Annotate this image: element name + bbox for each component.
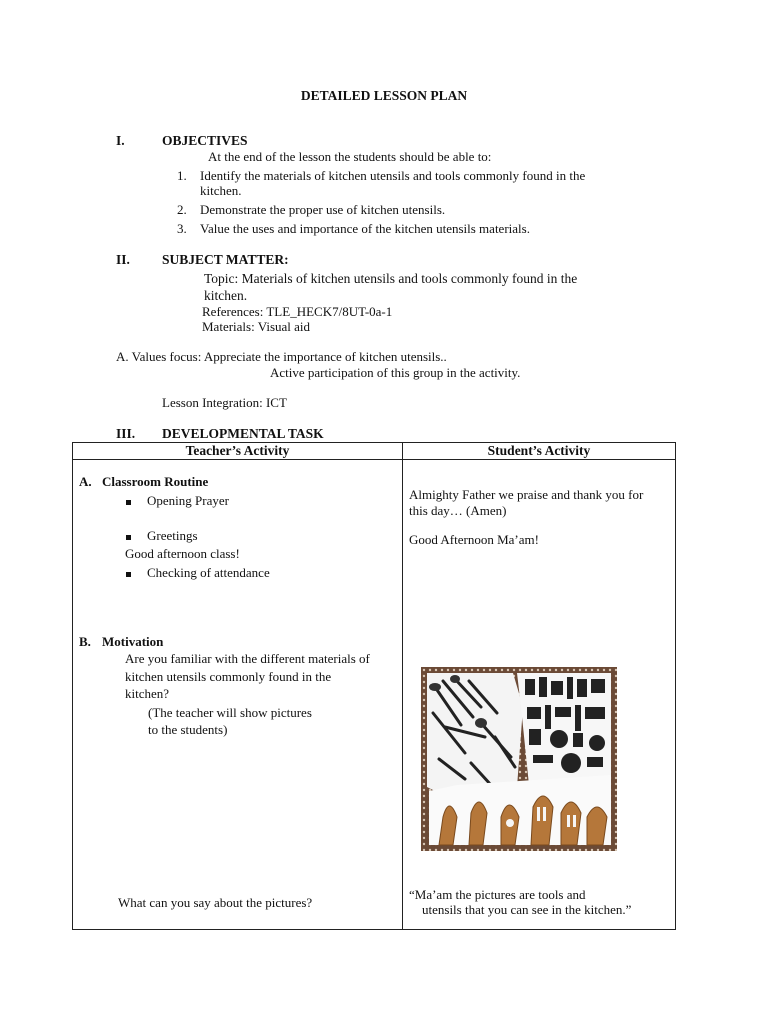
student-activity-header: Student’s Activity: [403, 443, 676, 460]
motivation-question-line3: kitchen?: [125, 686, 170, 701]
teacher-note-line2: to the students): [148, 722, 228, 737]
values-focus: A. Values focus: Appreciate the importance of kitchen utensils..: [116, 349, 447, 364]
topic-line1: Topic: Materials of kitchen utensils and tools commonly found in the: [204, 271, 578, 286]
attendance-item: [126, 565, 270, 581]
motivation-label: B.: [79, 634, 91, 649]
objective-number-2: 2.: [177, 202, 187, 217]
teacher-activity-cell: [73, 460, 403, 930]
answer-line1: “Ma’am the pictures are tools and: [409, 887, 586, 902]
lesson-integration: Lesson Integration: ICT: [162, 395, 287, 410]
opening-prayer-text: Opening Prayer: [147, 493, 229, 508]
motivation-title: Motivation: [102, 634, 164, 649]
page-title: DETAILED LESSON PLAN: [300, 88, 468, 103]
teacher-note-line1: (The teacher will show pictures: [148, 705, 312, 720]
objectives-number: I.: [116, 133, 125, 148]
routine-label: A.: [79, 474, 92, 489]
objectives-heading: OBJECTIVES: [162, 133, 248, 148]
routine-title: Classroom Routine: [102, 474, 209, 489]
opening-prayer-item: [126, 493, 229, 509]
subject-matter-number: II.: [116, 252, 130, 267]
references: References: TLE_HECK7/8UT-0a-1: [202, 304, 393, 319]
developmental-number: III.: [116, 426, 136, 441]
attendance-text: Checking of attendance: [147, 565, 270, 580]
teacher-activity-header: Teacher’s Activity: [73, 443, 403, 460]
materials: Materials: Visual aid: [202, 319, 311, 334]
motivation-question-line2: kitchen utensils commonly found in the: [125, 669, 332, 684]
prayer-line1: Almighty Father we praise and thank you for: [409, 487, 644, 502]
topic-line2: kitchen.: [204, 288, 248, 303]
answer-line2: utensils that you can see in the kitchen.”: [422, 902, 632, 917]
subject-matter-heading: SUBJECT MATTER:: [162, 252, 289, 267]
motivation-question-line1: Are you familiar with the different materials of: [125, 651, 370, 666]
student-greeting: Good Afternoon Ma’am!: [409, 532, 539, 547]
objectives-intro: At the end of the lesson the students should be able to:: [208, 149, 492, 164]
objective-number-1: 1.: [177, 168, 187, 183]
objective-number-3: 3.: [177, 221, 187, 236]
bullet-icon: [126, 535, 131, 540]
developmental-heading: DEVELOPMENTAL TASK: [162, 426, 324, 441]
greetings-text: Greetings: [147, 528, 198, 543]
greetings-item: [126, 528, 198, 544]
values-focus-2: Active participation of this group in the activity.: [270, 365, 521, 380]
pictures-question: What can you say about the pictures?: [118, 895, 313, 910]
objective-1-line1: Identify the materials of kitchen utensils and tools commonly found in the: [200, 168, 586, 183]
objective-2: Demonstrate the proper use of kitchen utensils.: [200, 202, 446, 217]
bullet-icon: [126, 572, 131, 577]
objective-3: Value the uses and importance of the kitchen utensils materials.: [200, 221, 530, 236]
kitchen-utensils-image: [421, 667, 617, 851]
prayer-line2: this day… (Amen): [409, 503, 507, 518]
objective-1-line2: kitchen.: [200, 183, 242, 198]
good-afternoon-class: Good afternoon class!: [125, 546, 240, 561]
bullet-icon: [126, 500, 131, 505]
